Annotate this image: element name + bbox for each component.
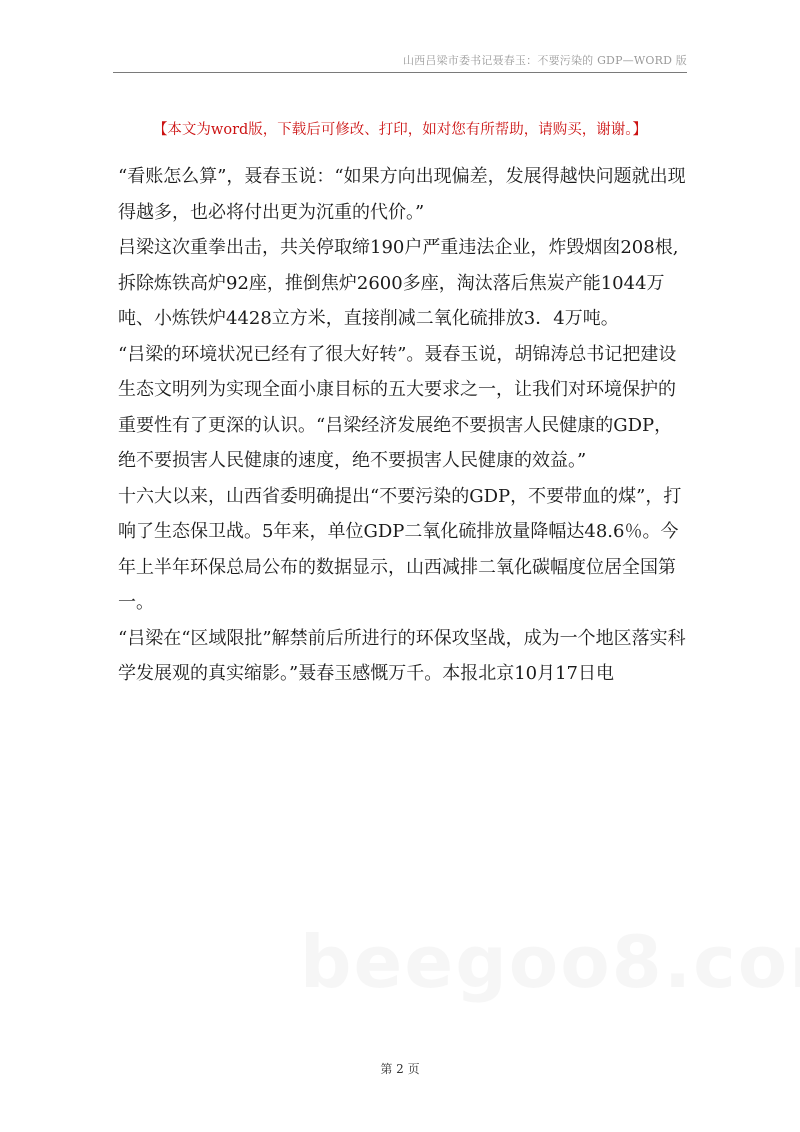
paragraph-2: 吕梁这次重拳出击，共关停取缔190户严重违法企业，炸毁烟囱208根,拆除炼铁高炉92座，推倒焦炉2600多座，淘汰落后焦炭产能1044万吨、小炼铁炉4428立方米，直接削减二氧化硫排放3．4万吨。 bbox=[118, 237, 679, 329]
watermark bbox=[300, 920, 800, 1004]
header-rule bbox=[113, 72, 687, 73]
paragraph-3: “吕梁的环境状况已经有了很大好转”。聂春玉说，胡锦涛总书记把建设生态文明列为实现全面小康目标的五大要求之一，让我们对环境保护的重要性有了更深的认识。“吕梁经济发展绝不要损害人民健康的GDP，绝不要损害人民健康的速度，绝不要损害人民健康的效益。” bbox=[118, 343, 677, 471]
page-number: 第 2 页 bbox=[380, 1062, 420, 1076]
running-header: 山西吕梁市委书记聂春玉：不要污染的 GDP—WORD 版 bbox=[402, 54, 687, 67]
article-body bbox=[118, 159, 690, 692]
paragraph-4: 十六大以来，山西省委明确提出“不要污染的GDP，不要带血的煤”，打响了生态保卫战。5年来，单位GDP二氧化硫排放量降幅达48.6％。今年上半年环保总局公布的数据显示，山西减排二氧化碳幅度位居全国第一。 bbox=[118, 485, 682, 613]
download-notice: 【本文为word版，下载后可修改、打印，如对您有所帮助，请购买，谢谢。】 bbox=[152, 122, 648, 138]
paragraph-5: “吕梁在“区域限批”解禁前后所进行的环保攻坚战，成为一个地区落实科学发展观的真实缩影。”聂春玉感慨万千。本报北京10月17日电 bbox=[118, 627, 686, 684]
paragraph-1: “看账怎么算”，聂春玉说：“如果方向出现偏差，发展得越快问题就出现得越多，也必将付出更为沉重的代价。” bbox=[118, 166, 686, 223]
